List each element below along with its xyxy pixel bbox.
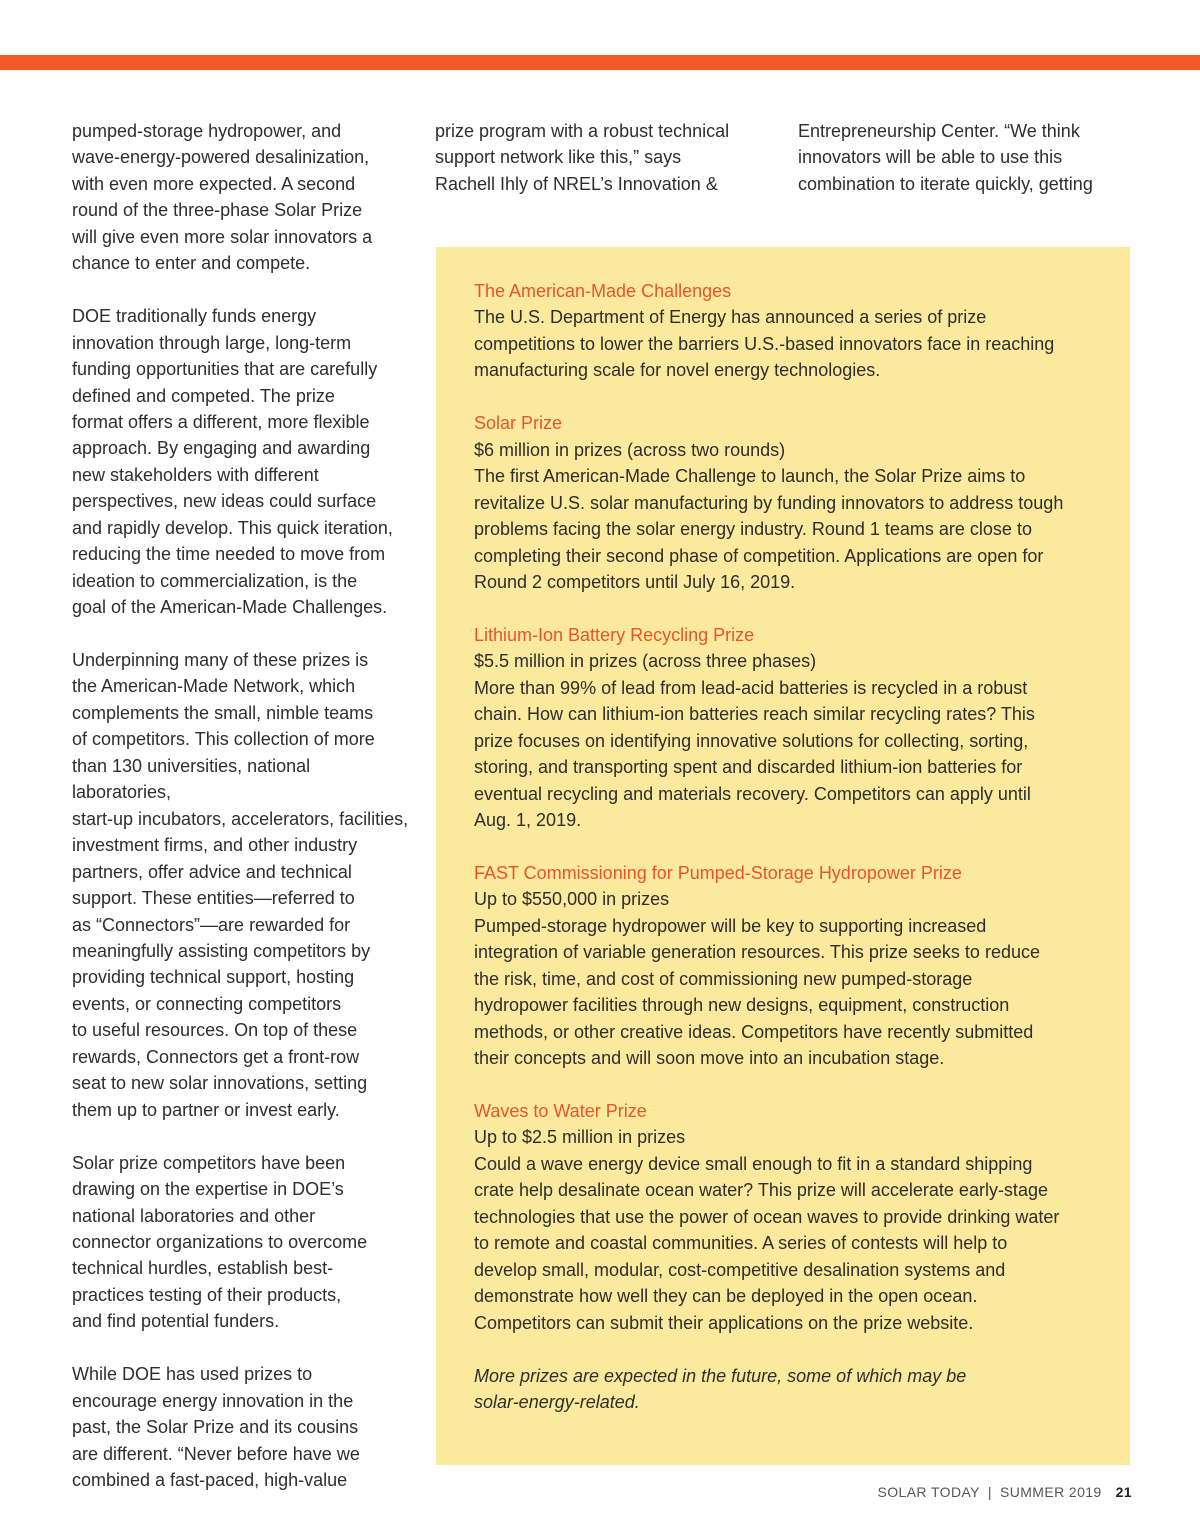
page-number: 21 <box>1115 1484 1132 1500</box>
body-paragraph: pumped-storage hydropower, and wave-energy-powered desalinization, with even more expected. A second round of the three-phase Solar Prize will give even more solar innovators a chance to enter and compete. <box>72 121 373 274</box>
body-paragraph: Solar prize competitors have been drawing on the expertise in DOE’s national laboratories and other connector organizations to overcome technical hurdles, establish best- practices testing of their products, and find potential funders. <box>72 1152 368 1332</box>
sidebar-section-waves-prize <box>474 1098 1114 1336</box>
future-prizes-note: More prizes are expected in the future, some of which may be solar-energy-related. <box>474 1365 967 1412</box>
sidebar-note <box>474 1363 1114 1416</box>
prize-sidebar <box>436 247 1130 1465</box>
section-body: More than 99% of lead from lead-acid batteries is recycled in a robust chain. How can lithium-ion batteries reach similar recycling rates? This prize focuses on identifying innovative solutions for collecting, sorting, storing, and transporting spent and discarded lithium-ion batteries for eventual recycling and materials recovery. Competitors can apply until Aug. 1, 2019. <box>474 677 1035 831</box>
sidebar-section-intro <box>474 278 1114 384</box>
sidebar-section-solar-prize <box>474 410 1114 595</box>
footer-separator: | <box>987 1484 992 1500</box>
section-heading: Waves to Water Prize <box>474 1100 647 1121</box>
publication-name: SOLAR TODAY <box>877 1484 980 1500</box>
prize-amount: Up to $550,000 in prizes <box>474 889 670 910</box>
left-text-column <box>72 118 412 1494</box>
body-paragraph: Underpinning many of these prizes is the American-Made Network, which complements the small, nimble teams of competitors. This collection of more than 130 universities, national laboratories, start-up incubators, accelerators, facilities, investment firms, and other industry partners, offer advice and technical support. These entities—referred to as “Connectors”—are rewarded for meaningfully assisting competitors by providing technical support, hosting events, or connecting competitors to useful resources. On top of these rewards, Connectors get a front-row seat to new solar innovations, setting them up to partner or invest early. <box>72 650 409 1120</box>
sidebar-section-battery-prize <box>474 622 1114 834</box>
body-paragraph: DOE traditionally funds energy innovation through large, long-term funding opportunities that are carefully defined and competed. The prize format offers a different, more flexible approach. By engaging and awarding new stakeholders with different perspectives, new ideas could surface and rapidly develop. This quick iteration, reducing the time needed to move from ideation to commercialization, is the goal of the American-Made Challenges. <box>72 306 393 618</box>
prize-amount: $5.5 million in prizes (across three phases) <box>474 651 817 672</box>
section-body: Pumped-storage hydropower will be key to supporting increased integration of variable generation resources. This prize seeks to reduce the risk, time, and cost of commissioning new pumped-storage hydropower facilities through new designs, equipment, construction methods, or other creative ideas. Competitors have recently submitted their concepts and will soon move into an incubation stage. <box>474 915 1040 1069</box>
body-paragraph: While DOE has used prizes to encourage energy innovation in the past, the Solar Prize and its cousins are different. “Never before have we combined a fast-paced, high-value <box>72 1364 360 1491</box>
top-accent-bar <box>0 55 1200 70</box>
sidebar-section-hydropower-prize <box>474 860 1114 1072</box>
page-footer <box>877 1484 1132 1500</box>
middle-text-column <box>435 118 765 197</box>
prize-amount: $6 million in prizes (across two rounds) <box>474 439 786 460</box>
right-text-column <box>798 118 1138 197</box>
section-heading: The American-Made Challenges <box>474 281 732 301</box>
section-heading: FAST Commissioning for Pumped-Storage Hydropower Prize <box>474 862 962 883</box>
section-heading: Lithium-Ion Battery Recycling Prize <box>474 624 755 645</box>
issue-label: SUMMER 2019 <box>999 1484 1102 1500</box>
body-paragraph: Entrepreneurship Center. “We think innovators will be able to use this combination to iterate quickly, getting <box>798 121 1093 194</box>
section-body: Could a wave energy device small enough to fit in a standard shipping crate help desalinate ocean water? This prize will accelerate early-stage technologies that use the power of ocean waves to provide drinking water to remote and coastal communities. A series of contests will help to develop small, modular, cost-competitive desalination systems and demonstrate how well they can be deployed in the open ocean. Competitors can submit their applications on the prize website. <box>474 1153 1060 1333</box>
prize-amount: Up to $2.5 million in prizes <box>474 1127 686 1148</box>
section-heading: Solar Prize <box>474 413 563 434</box>
body-paragraph: prize program with a robust technical support network like this,” says Rachell Ihly of NREL’s Innovation & <box>435 121 730 194</box>
section-body: The first American-Made Challenge to launch, the Solar Prize aims to revitalize U.S. solar manufacturing by funding innovators to address tough problems facing the solar energy industry. Round 1 teams are close to completing their second phase of competition. Applications are open for Round 2 competitors until July 16, 2019. <box>474 466 1064 592</box>
section-body: The U.S. Department of Energy has announced a series of prize competitions to lower the barriers U.S.-based innovators face in reaching manufacturing scale for novel energy technologies. <box>474 307 1055 381</box>
